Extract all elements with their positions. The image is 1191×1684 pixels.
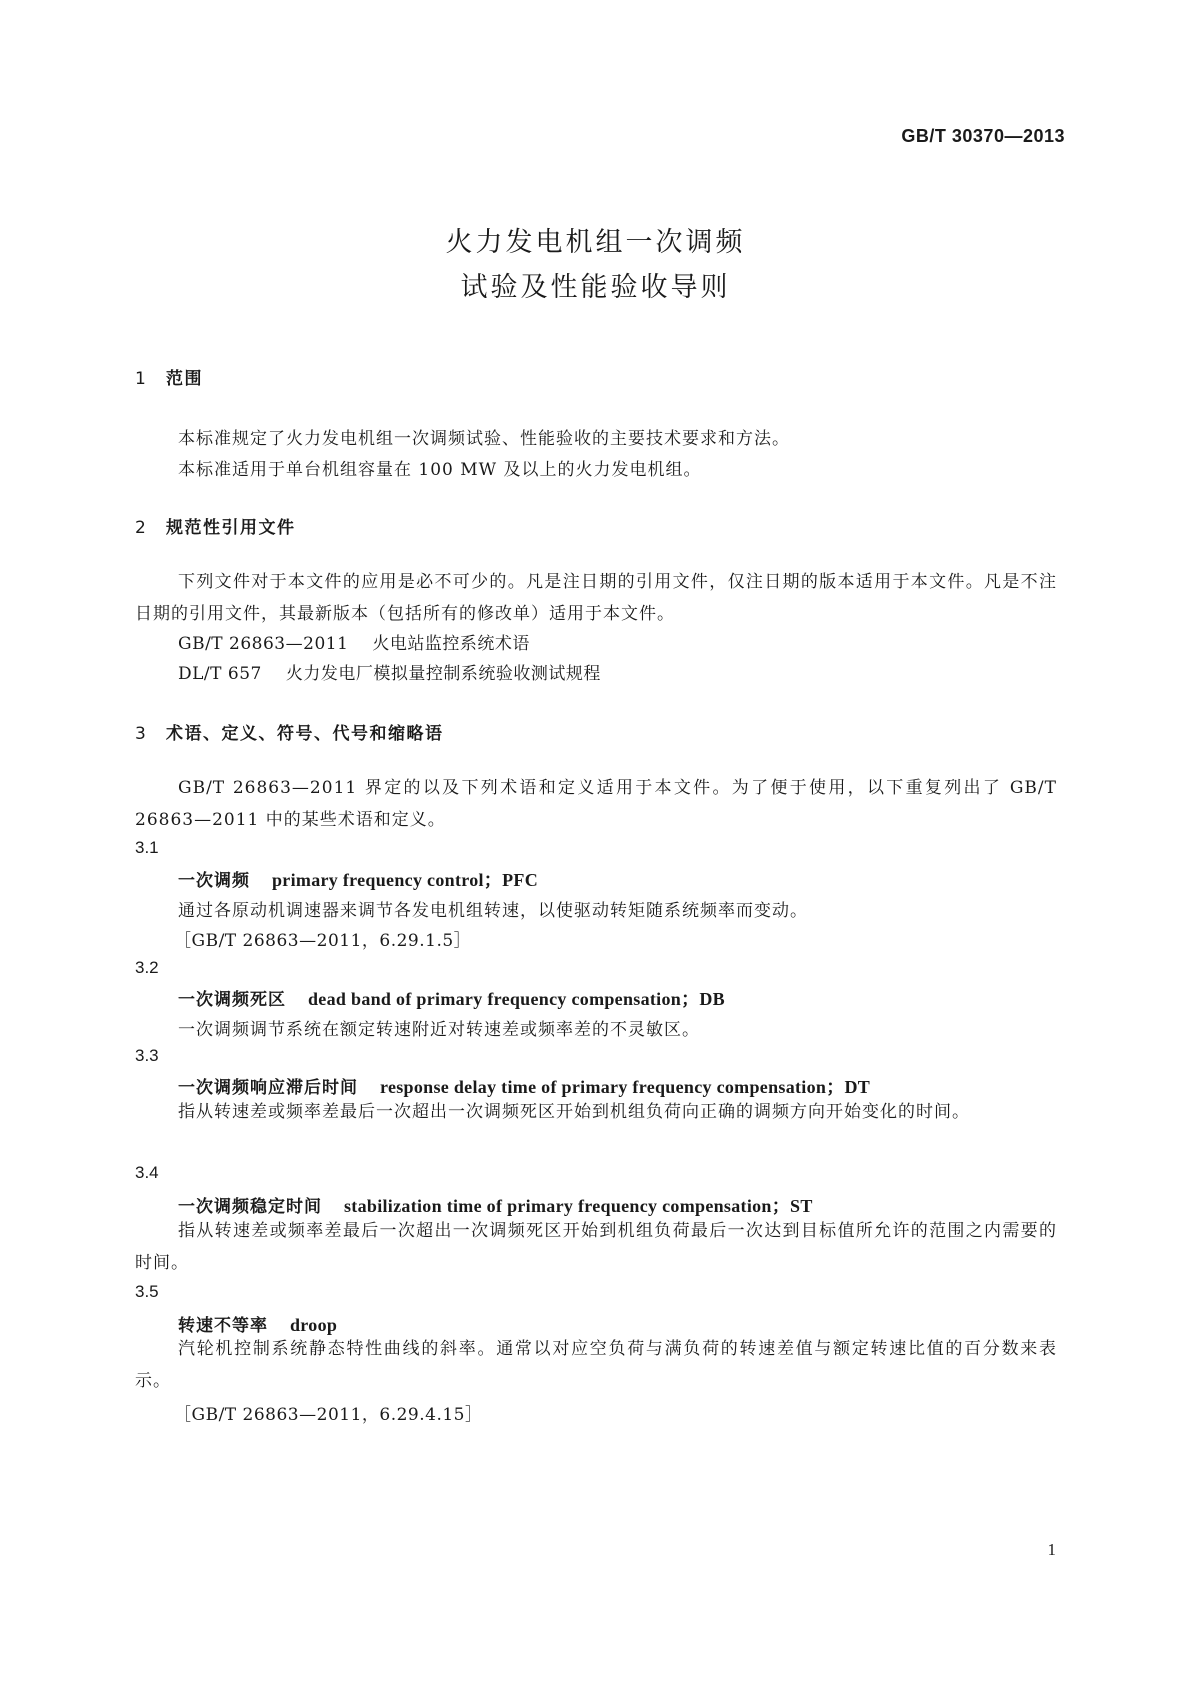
- document-title-line-1: 火力发电机组一次调频: [445, 227, 746, 258]
- reference-code: DL/T 657: [178, 664, 262, 684]
- clause-number: 3.3: [135, 1046, 159, 1065]
- section-number: 3: [135, 724, 146, 744]
- document-title-line-2: 试验及性能验收导则: [460, 272, 731, 303]
- term-chinese: 一次调频: [178, 871, 250, 891]
- term-chinese: 一次调频死区: [178, 990, 286, 1010]
- term-definition: 指从转速差或频率差最后一次超出一次调频死区开始到机组负荷向正确的调频方向开始变化的时间。: [178, 1102, 970, 1122]
- term-english: response delay time of primary frequency compensation；DT: [380, 1077, 871, 1097]
- clause-number: 3.2: [135, 958, 159, 977]
- term-definition: 通过各原动机调速器来调节各发电机组转速，以使驱动转矩随系统频率而变动。: [178, 901, 808, 921]
- section-number: 1: [135, 369, 146, 389]
- paragraph: 下列文件对于本文件的应用是必不可少的。凡是注日期的引用文件，仅注日期的版本适用于本文件。凡是不注日期的引用文件，其最新版本（包括所有的修改单）适用于本文件。: [135, 572, 1057, 624]
- clause-number: 3.1: [135, 838, 159, 857]
- term-entry: [178, 985, 725, 1011]
- standard-number: GB/T 30370—2013: [901, 126, 1065, 146]
- paragraph: GB/T 26863—2011 界定的以及下列术语和定义适用于本文件。为了便于使用，以下重复列出了 GB/T 26863—2011 中的某些术语和定义。: [135, 778, 1057, 830]
- page-number: 1: [1047, 1540, 1056, 1559]
- term-definition: 指从转速差或频率差最后一次超出一次调频死区开始到机组负荷最后一次达到目标值所允许的范围之内需要的时间。: [135, 1221, 1057, 1273]
- term-source: ［GB/T 26863—2011，6.29.1.5］: [174, 931, 472, 951]
- reference-title: 火电站监控系统术语: [372, 634, 530, 654]
- term-source: ［GB/T 26863—2011，6.29.4.15］: [174, 1405, 483, 1425]
- normative-reference: [178, 659, 601, 684]
- term-definition: 一次调频调节系统在额定转速附近对转速差或频率差的不灵敏区。: [178, 1020, 700, 1040]
- reference-code: GB/T 26863—2011: [178, 634, 349, 654]
- term-english: droop: [290, 1315, 338, 1335]
- term-entry: [178, 866, 538, 892]
- paragraph: 本标准适用于单台机组容量在 100 MW 及以上的火力发电机组。: [178, 460, 702, 480]
- clause-number: 3.5: [135, 1282, 159, 1301]
- paragraph: 本标准规定了火力发电机组一次调频试验、性能验收的主要技术要求和方法。: [178, 429, 790, 449]
- section-number: 2: [135, 518, 146, 538]
- section-2-heading: [135, 513, 296, 538]
- section-title: 规范性引用文件: [166, 518, 296, 538]
- term-english: primary frequency control；PFC: [272, 870, 538, 890]
- clause-number: 3.4: [135, 1163, 159, 1182]
- section-3-heading: [135, 719, 444, 744]
- reference-title: 火力发电厂模拟量控制系统验收测试规程: [285, 664, 601, 684]
- term-chinese: 转速不等率: [178, 1316, 268, 1336]
- normative-reference: [178, 629, 530, 654]
- term-chinese: 一次调频响应滞后时间: [178, 1078, 358, 1098]
- term-definition: 汽轮机控制系统静态特性曲线的斜率。通常以对应空负荷与满负荷的转速差值与额定转速比值的百分数来表示。: [135, 1339, 1057, 1391]
- section-title: 范围: [166, 369, 203, 389]
- section-1-heading: [135, 364, 203, 389]
- section-title: 术语、定义、符号、代号和缩略语: [166, 724, 444, 744]
- term-english: dead band of primary frequency compensation；DB: [308, 989, 725, 1009]
- term-english: stabilization time of primary frequency compensation；ST: [344, 1196, 813, 1216]
- term-chinese: 一次调频稳定时间: [178, 1197, 322, 1217]
